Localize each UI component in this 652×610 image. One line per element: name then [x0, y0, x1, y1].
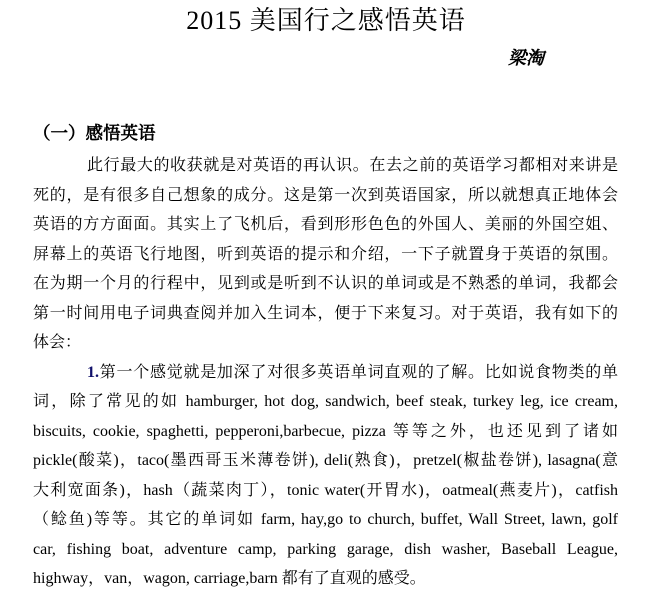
document-body — [33, 151, 618, 594]
text-line: car, fishing boat, adventure camp, parking garage, dish washer, Baseball League, — [33, 540, 618, 558]
text-line: 在为期一个月的行程中，见到或是听到不认识的单词或是不熟悉的单词，我都会 — [33, 275, 618, 292]
text-line: biscuits, cookie, spaghetti, pepperoni,barbecue, pizza 等等之外，也还见到了诸如 — [33, 422, 618, 440]
text-line: pickle(酸菜)，taco(墨西哥玉米薄卷饼), deli(熟食)，pretzel(椒盐卷饼), lasagna(意 — [33, 452, 618, 469]
section-heading: （一）感悟英语 — [33, 123, 156, 143]
text-line: （鲶鱼)等等。其它的单词如 farm, hay,go to church, buffet, Wall Street, lawn, golf — [33, 511, 618, 528]
author-name: 梁淘 — [508, 48, 544, 68]
paragraph-2 — [33, 358, 618, 594]
text-line: 英语的方方面面。其实上了飞机后，看到形形色色的外国人、美丽的外国空姐、 — [33, 216, 618, 233]
text-line: 大利宽面条)，hash（蔬菜肉丁），tonic water(开胃水)，oatmeal(燕麦片)，catfish — [33, 481, 618, 499]
text-line: 词，除了常见的如 hamburger, hot dog, sandwich, beef steak, turkey leg, ice cream, — [33, 393, 618, 410]
text-line: 死的，是有很多自己想象的成分。这是第一次到英语国家，所以就想真正地体会 — [33, 186, 618, 204]
text-line: 此行最大的收获就是对英语的再认识。在去之前的英语学习都相对来讲是 — [87, 157, 618, 174]
text-line: highway，van，wagon, carriage,barn 都有了直观的感受。 — [33, 570, 426, 587]
text-line: 第一时间用电子词典查阅并加入生词本，便于下来复习。对于英语，我有如下的 — [33, 304, 618, 322]
text-line: 体会： — [33, 334, 82, 351]
list-number-prefix: 1. — [87, 363, 99, 381]
paragraph-1 — [33, 151, 618, 358]
text-line: 1.第一个感觉就是加深了对很多英语单词直观的了解。比如说食物类的单 — [87, 363, 618, 381]
document-title: 2015 美国行之感悟英语 — [186, 6, 466, 35]
text-line: 屏幕上的英语飞行地图，听到英语的提示和介绍，一下子就置身于英语的氛围。 — [33, 245, 618, 263]
